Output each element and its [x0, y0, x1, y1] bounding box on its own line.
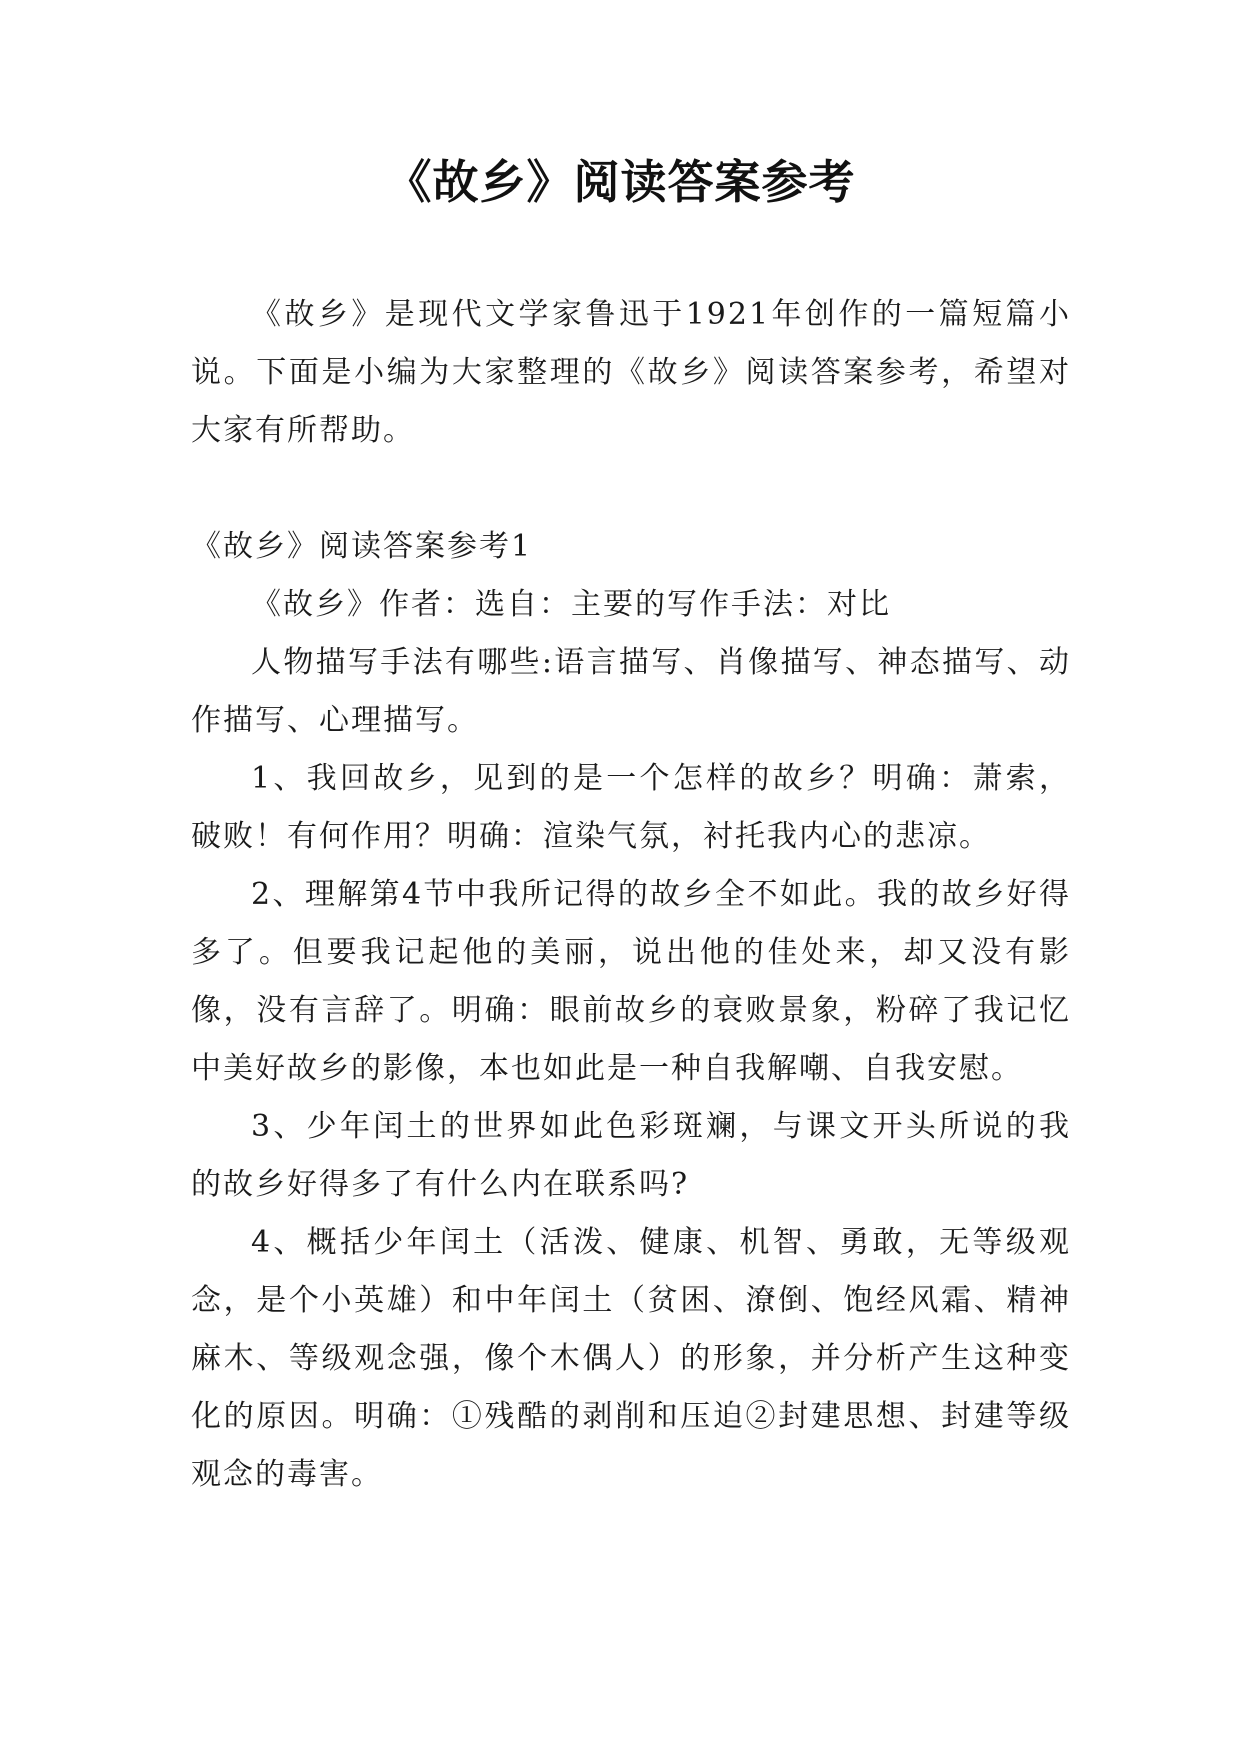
- paragraph-question-4: 4、概括少年闰土（活泼、健康、机智、勇敢，无等级观念，是个小英雄）和中年闰土（贫困、潦倒、饱经风霜、精神麻木、等级观念强，像个木偶人）的形象，并分析产生这种变化的原因。明确：①残酷的剥削和压迫②封建思想、封建等级观念的毒害。: [191, 1225, 1071, 1492]
- paragraph-question-3: 3、少年闰土的世界如此色彩斑斓，与课文开头所说的我的故乡好得多了有什么内在联系吗?: [191, 1109, 1071, 1202]
- section-heading: 《故乡》阅读答案参考1: [191, 529, 533, 564]
- page-title: 《故乡》阅读答案参考: [385, 155, 856, 209]
- document-body: [191, 286, 1071, 1504]
- paragraph-writing-technique: 《故乡》作者：选自：主要的写作手法：对比: [251, 587, 891, 622]
- paragraph-question-1: 1、我回故乡，见到的是一个怎样的故乡？明确：萧索，破败！有何作用？明确：渲染气氛，衬托我内心的悲凉。: [191, 761, 1071, 854]
- intro-paragraph: 《故乡》是现代文学家鲁迅于1921年创作的一篇短篇小说。下面是小编为大家整理的《故乡》阅读答案参考，希望对大家有所帮助。: [191, 297, 1071, 448]
- paragraph-question-2: 2、理解第4节中我所记得的故乡全不如此。我的故乡好得多了。但要我记起他的美丽，说出他的佳处来，却又没有影像，没有言辞了。明确：眼前故乡的衰败景象，粉碎了我记忆中美好故乡的影像，本也如此是一种自我解嘲、自我安慰。: [191, 877, 1071, 1086]
- paragraph-character-description: 人物描写手法有哪些:语言描写、肖像描写、神态描写、动作描写、心理描写。: [191, 645, 1071, 738]
